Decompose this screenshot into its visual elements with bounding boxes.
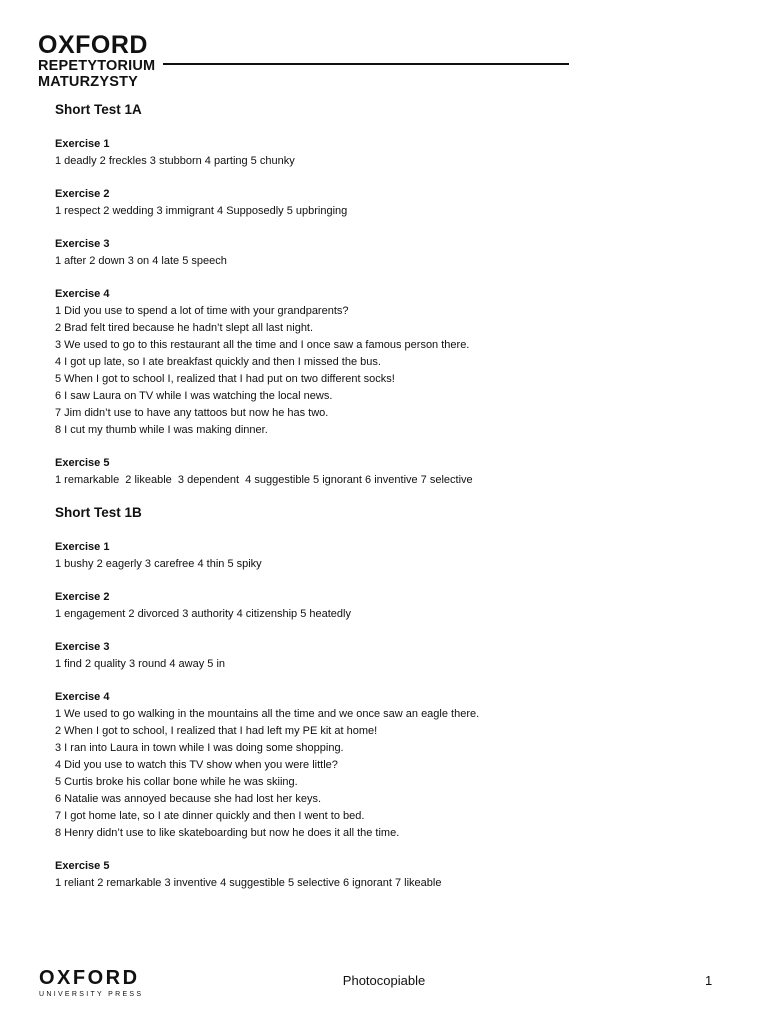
exercise-title: Exercise 1 (55, 541, 110, 553)
answer-line: 1 engagement 2 divorced 3 authority 4 citizenship 5 heatedly (55, 608, 351, 620)
exercise-block (55, 639, 715, 673)
exercise-block (55, 589, 715, 623)
answer-line: 6 Natalie was annoyed because she had lost her keys. (55, 793, 321, 805)
answer-line: 1 respect 2 wedding 3 immigrant 4 Supposedly 5 upbringing (55, 205, 348, 217)
exercise-title: Exercise 1 (55, 138, 110, 150)
exercise-title: Exercise 3 (55, 641, 110, 653)
section-title: Short Test 1B (55, 505, 142, 520)
answer-key-content (55, 101, 715, 892)
answer-line: 2 When I got to school, I realized that I had left my PE kit at home! (55, 725, 378, 737)
answer-line: 1 remarkable 2 likeable 3 dependent 4 suggestible 5 ignorant 6 inventive 7 selective (55, 474, 473, 486)
answer-line: 1 after 2 down 3 on 4 late 5 speech (55, 255, 227, 267)
answer-line: 1 deadly 2 freckles 3 stubborn 4 parting 5 chunky (55, 155, 295, 167)
answer-line: 5 When I got to school I, realized that I had put on two different socks! (55, 373, 395, 385)
answer-line: 1 reliant 2 remarkable 3 inventive 4 suggestible 5 selective 6 ignorant 7 likeable (55, 877, 442, 889)
answer-line: 8 Henry didn’t use to like skateboarding but now he does it all the time. (55, 827, 400, 839)
answer-line: 4 Did you use to watch this TV show when you were little? (55, 759, 338, 771)
test-section (55, 101, 715, 489)
answer-line: 1 Did you use to spend a lot of time with your grandparents? (55, 305, 349, 317)
photocopiable-label: Photocopiable (342, 973, 426, 988)
logo-oxford-text: OXFORD (38, 31, 148, 59)
exercise-block (55, 539, 715, 573)
answer-line: 3 I ran into Laura in town while I was doing some shopping. (55, 742, 344, 754)
exercise-title: Exercise 5 (55, 457, 110, 469)
answer-line: 3 We used to go to this restaurant all the time and I once saw a famous person there. (55, 339, 470, 351)
page-number: 1 (705, 973, 713, 988)
footer-logo-oxford-text: OXFORD (39, 967, 140, 989)
exercise-title: Exercise 4 (55, 288, 110, 300)
answer-line: 1 bushy 2 eagerly 3 carefree 4 thin 5 spiky (55, 558, 262, 570)
exercise-block (55, 455, 715, 489)
exercise-title: Exercise 5 (55, 860, 110, 872)
answer-line: 2 Brad felt tired because he hadn’t slept all last night. (55, 322, 314, 334)
answer-line: 5 Curtis broke his collar bone while he was skiing. (55, 776, 298, 788)
answer-line: 8 I cut my thumb while I was making dinner. (55, 424, 268, 436)
answer-line: 1 We used to go walking in the mountains all the time and we once saw an eagle there. (55, 708, 480, 720)
answer-line: 1 find 2 quality 3 round 4 away 5 in (55, 658, 226, 670)
oxford-repetytorium-logo (38, 33, 155, 89)
logo-repetytorium-text: REPETYTORIUM (38, 58, 156, 74)
header-divider (163, 63, 569, 65)
answer-line: 7 Jim didn’t use to have any tattoos but now he has two. (55, 407, 329, 419)
logo-maturzysty-text: MATURZYSTY (38, 73, 139, 90)
exercise-title: Exercise 3 (55, 238, 110, 250)
exercise-block (55, 286, 715, 439)
exercise-title: Exercise 2 (55, 188, 110, 200)
exercise-title: Exercise 4 (55, 691, 110, 703)
section-title: Short Test 1A (55, 102, 142, 117)
exercise-block (55, 186, 715, 220)
exercise-block (55, 858, 715, 892)
answer-line: 4 I got up late, so I ate breakfast quickly and then I missed the bus. (55, 356, 381, 368)
exercise-block (55, 136, 715, 170)
answer-line: 6 I saw Laura on TV while I was watching the local news. (55, 390, 333, 402)
exercise-block (55, 236, 715, 270)
answer-line: 7 I got home late, so I ate dinner quickly and then I went to bed. (55, 810, 365, 822)
test-section (55, 504, 715, 892)
exercise-title: Exercise 2 (55, 591, 110, 603)
exercise-block (55, 689, 715, 842)
footer-logo-press-text: UNIVERSITY PRESS (39, 991, 144, 998)
